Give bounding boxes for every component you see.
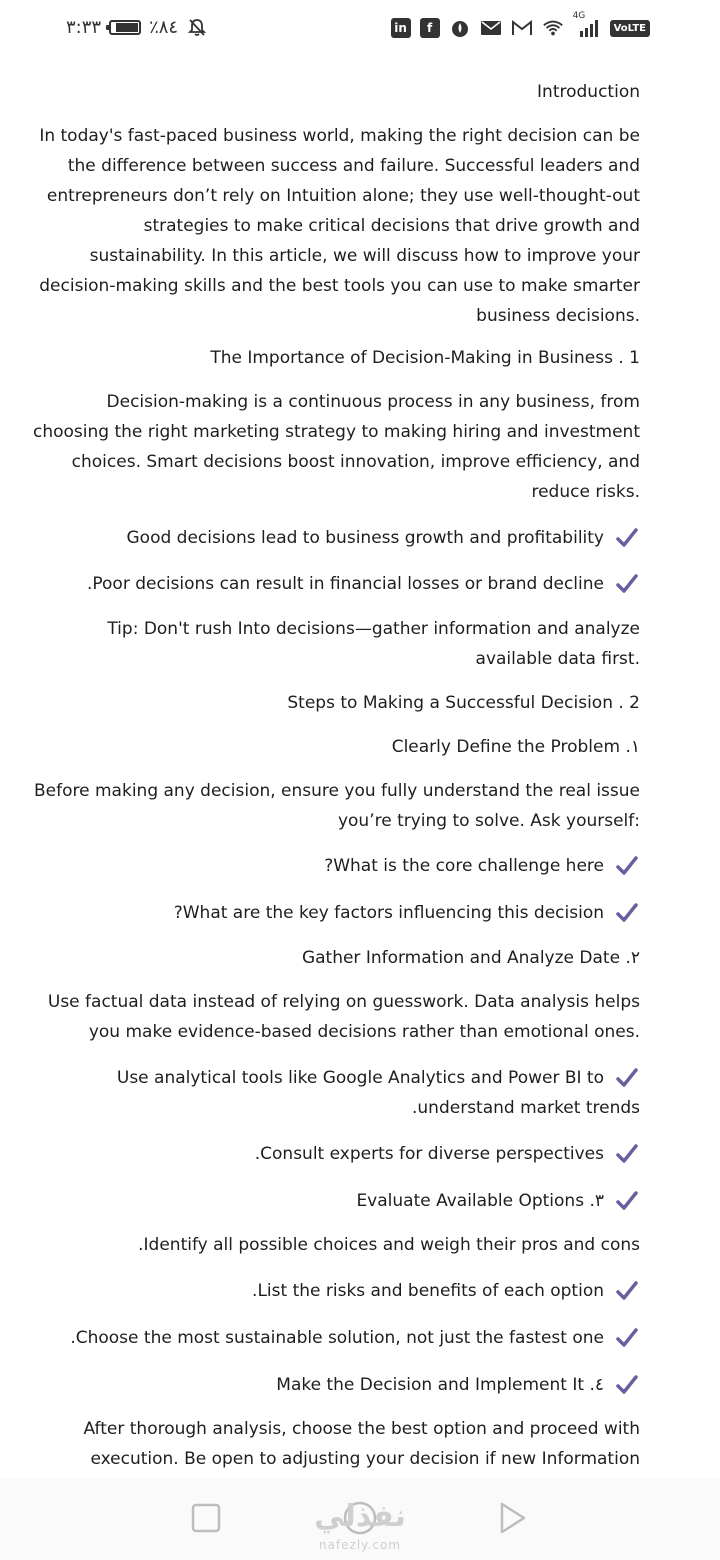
step1-heading: Clearly Define the Problem .١ [391, 737, 640, 757]
step2-heading: Gather Information and Analyze Date .٢ [301, 948, 640, 968]
step1-paragraph: Before making any decision, ensure you fully understand the real issue :you’re trying to solve. Ask yourself [34, 781, 640, 831]
check-icon [614, 853, 640, 879]
linkedin-icon: in [391, 18, 411, 38]
silent-bell-icon [186, 16, 208, 38]
watermark-logo: نفذلي nafezly.com [314, 1499, 406, 1552]
step4-paragraph: After thorough analysis, choose the best option and proceed with execution. Be open to adjusting your decision if new Information [83, 1419, 640, 1469]
check-icon [614, 571, 640, 597]
check-item: .Consult experts for diverse perspectives [255, 1139, 640, 1169]
section1-paragraph: Decision-making is a continuous process in any business, from choosing the right marketing strategy to making hiring and investment choices. Smart decisions boost innovation, improve efficiency, and .reduce risks [32, 392, 640, 502]
check-icon [614, 1065, 640, 1091]
check-icon [614, 1325, 640, 1351]
recent-apps-button[interactable] [186, 1498, 226, 1538]
battery-icon [109, 20, 141, 35]
battery-percent: ٪٨٤ [149, 16, 179, 38]
check-item: ?What is the core challenge here [324, 851, 640, 881]
volte-badge: VoLTE [610, 20, 650, 37]
check-item: .Poor decisions can result in financial losses or brand decline [87, 569, 640, 599]
section1-heading: The Importance of Decision-Making in Business . 1 [210, 348, 640, 368]
intro-paragraph: In today's fast-paced business world, making the right decision can be the difference between success and failure. Successful leaders and entrepreneurs don’t rely on Intuition alone; they use well-thought-out strategies to make critical decisions that drive growth and sustainability. In this article, we will discuss how to improve your decision-making skills and the best tools you can use to make smarter .business decisions [39, 126, 640, 326]
network-label: 4G [572, 11, 586, 21]
check-item: .List the risks and benefits of each option [252, 1276, 640, 1306]
step3-line: .Identify all possible choices and weigh their pros and cons [138, 1235, 640, 1255]
check-icon [614, 1141, 640, 1167]
section2-heading: Steps to Making a Successful Decision . 2 [287, 693, 640, 713]
intro-heading: Introduction [537, 82, 640, 102]
signal-icon [572, 11, 601, 39]
mail-icon [480, 17, 502, 39]
status-right [391, 11, 650, 42]
check-icon [614, 900, 640, 926]
status-left [66, 14, 208, 40]
step3-heading: Evaluate Available Options .٣ [356, 1186, 640, 1216]
check-item: .Choose the most sustainable solution, not just the fastest one [70, 1323, 640, 1353]
clock: ٣:٣٣ [66, 16, 102, 38]
gmail-icon [511, 17, 533, 39]
check-item-wrapped: Use analytical tools like Google Analytics and Power BI to .understand market trends [80, 1063, 640, 1123]
check-item: Good decisions lead to business growth and profitability [127, 523, 641, 553]
check-icon [614, 1188, 640, 1214]
wifi-icon [542, 17, 564, 39]
check-icon [614, 525, 640, 551]
check-item: ?What are the key factors influencing this decision [174, 898, 640, 928]
facebook-icon: f [420, 18, 440, 38]
check-icon [614, 1278, 640, 1304]
check-icon [614, 1372, 640, 1398]
status-bar [0, 0, 720, 56]
step2-paragraph: Use factual data instead of relying on guesswork. Data analysis helps .you make evidence-based decisions rather than emotional ones [47, 992, 640, 1042]
step4-heading: Make the Decision and Implement It .٤ [276, 1370, 640, 1400]
back-button[interactable] [492, 1498, 532, 1538]
app-drop-icon [449, 17, 471, 39]
tip-paragraph: Tip: Don't rush Into decisions—gather information and analyze .available data first [107, 619, 640, 669]
